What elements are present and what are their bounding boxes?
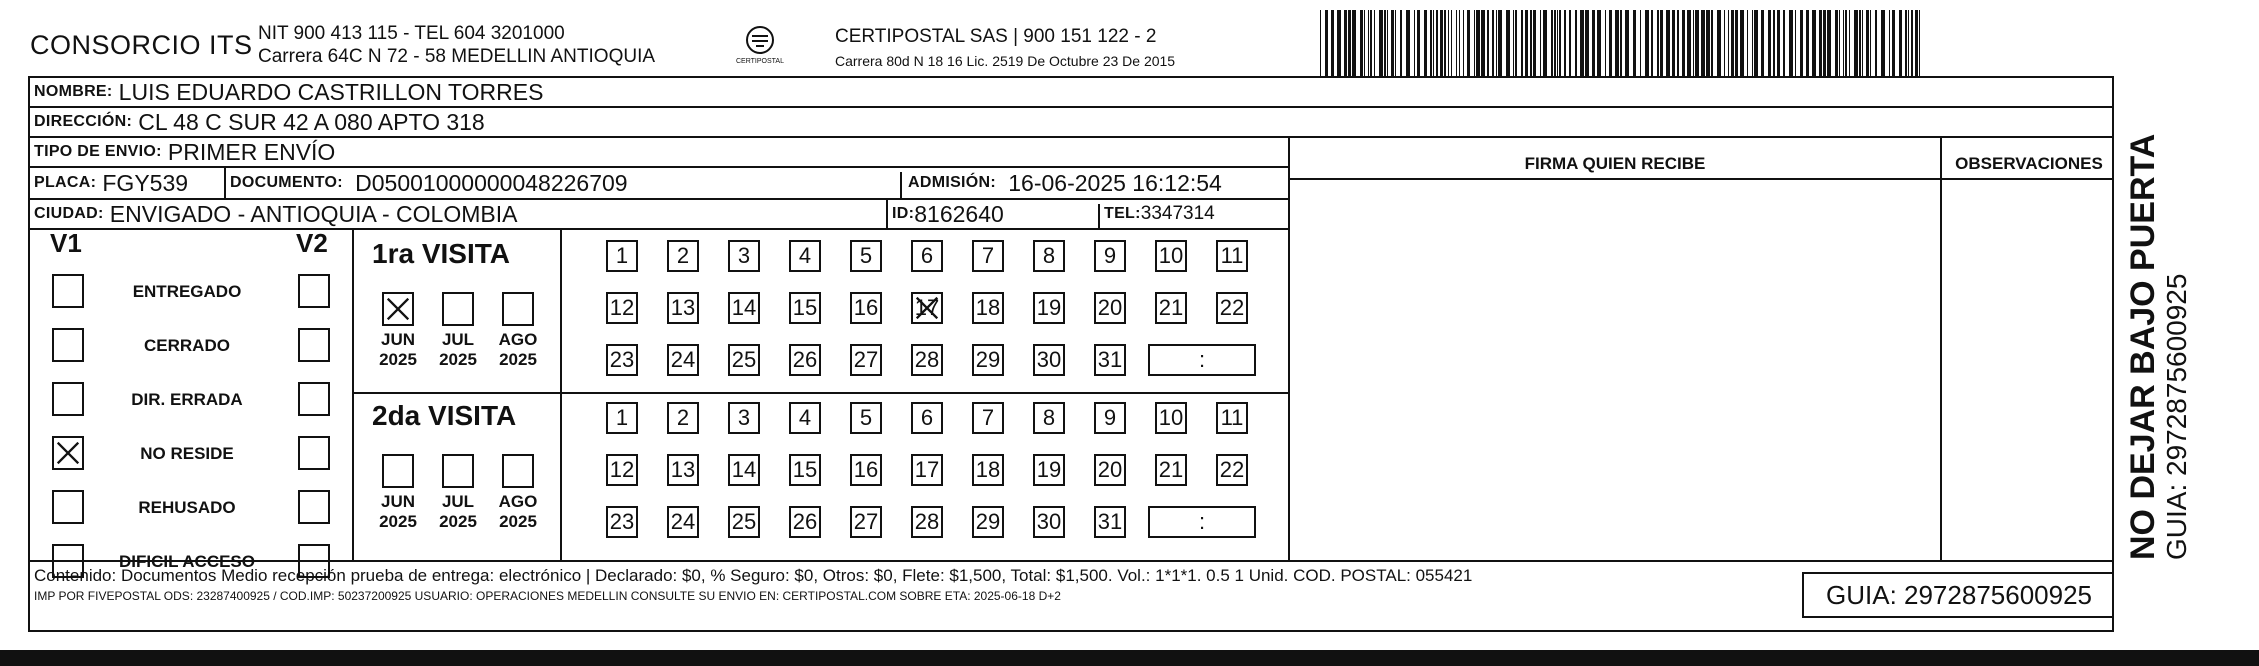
month-checkbox[interactable] (502, 292, 534, 326)
nombre-row (30, 78, 2114, 108)
day-box[interactable]: 2 (667, 240, 699, 272)
day-box[interactable]: 3 (728, 402, 760, 434)
admision-value: 16-06-2025 16:12:54 (1008, 169, 1222, 196)
tipo-row (30, 138, 1290, 168)
status-label: DIR. ERRADA (131, 390, 243, 409)
company-info (258, 22, 655, 68)
status-v2-checkbox[interactable] (298, 328, 330, 362)
day-box[interactable]: 19 (1033, 292, 1065, 324)
day-box[interactable]: 23 (606, 506, 638, 538)
status-v1-checkbox[interactable] (52, 382, 84, 416)
status-v1-checkbox[interactable] (52, 436, 84, 470)
day-box[interactable]: 15 (789, 292, 821, 324)
day-box[interactable]: 25 (728, 506, 760, 538)
direccion-label: DIRECCIÓN: (34, 113, 133, 130)
day-box[interactable]: 20 (1094, 454, 1126, 486)
day-box[interactable]: 21 (1155, 454, 1187, 486)
certipostal-nit: CERTIPOSTAL SAS | 900 151 122 - 2 (835, 26, 1157, 47)
month-label: JUN 2025 (379, 330, 417, 369)
day-box[interactable]: 23 (606, 344, 638, 376)
nombre-label: NOMBRE: (34, 83, 113, 100)
day-box[interactable]: 13 (667, 292, 699, 324)
month-checkbox[interactable] (442, 292, 474, 326)
day-box[interactable]: 31 (1094, 344, 1126, 376)
day-box[interactable]: 6 (911, 402, 943, 434)
nombre-value: LUIS EDUARDO CASTRILLON TORRES (118, 78, 544, 105)
ciudad-row (30, 200, 1290, 230)
day-box[interactable]: 12 (606, 454, 638, 486)
day-box[interactable]: 10 (1155, 402, 1187, 434)
day-box[interactable]: 21 (1155, 292, 1187, 324)
visit-title: 1ra VISITA (372, 238, 510, 269)
status-label: DIFICIL ACCESO (118, 552, 255, 571)
day-box[interactable]: 3 (728, 240, 760, 272)
month-label: AGO 2025 (498, 492, 538, 531)
day-box[interactable]: 1 (606, 402, 638, 434)
day-box[interactable]: 29 (972, 506, 1004, 538)
direccion-value: CL 48 C SUR 42 A 080 APTO 318 (138, 108, 485, 135)
status-v1-checkbox[interactable] (52, 274, 84, 308)
ciudad-label: CIUDAD: (34, 205, 104, 222)
address-line: Carrera 64C N 72 - 58 MEDELLIN ANTIOQUIA (258, 46, 656, 67)
day-box[interactable]: 27 (850, 344, 882, 376)
status-v2-checkbox[interactable] (298, 436, 330, 470)
status-v1-checkbox[interactable] (52, 490, 84, 524)
day-box[interactable]: 8 (1033, 240, 1065, 272)
day-box[interactable]: 1 (606, 240, 638, 272)
month-checkbox[interactable] (382, 292, 414, 326)
observaciones-header: OBSERVACIONES (1955, 154, 2103, 173)
ciudad-value: ENVIGADO - ANTIOQUIA - COLOMBIA (109, 200, 518, 227)
footer-text (34, 566, 1814, 603)
footer-imp-line: IMP POR FIVEPOSTAL ODS: 23287400925 / COD.IMP: 50237200925 USUARIO: OPERACIONES MEDELLIN CONSULTE SU ENVIO EN: CERTIPOSTAL.COM SOBRE ETA: 2025-06-18 D+2 (34, 589, 1061, 603)
footer-content-line: Contenido: Documentos Medio recepción prueba de entrega: electrónico | Declarado: $0, % Seguro: $0, Otros: $0, Flete: $1,500, Total: $1,500. Vol.: 1*1*1. 0.5 1 Unid. COD. POSTAL: 055421 (34, 566, 1473, 585)
v2-header: V2 (296, 228, 328, 258)
day-box[interactable]: 22 (1216, 292, 1248, 324)
id-value: 8162640 (914, 200, 1004, 227)
day-box[interactable]: 25 (728, 344, 760, 376)
day-box[interactable]: 5 (850, 240, 882, 272)
day-box[interactable]: 18 (972, 454, 1004, 486)
tipo-label: TIPO DE ENVIO: (34, 143, 162, 160)
day-box[interactable]: 10 (1155, 240, 1187, 272)
month-label: JUL 2025 (439, 492, 477, 531)
placa-value: FGY539 (102, 169, 189, 196)
firma-header: FIRMA QUIEN RECIBE (1524, 154, 1706, 173)
day-box[interactable]: 27 (850, 506, 882, 538)
side-guia: GUIA: 2972875600925 (2161, 273, 2192, 560)
month-checkbox[interactable] (382, 454, 414, 488)
placa-label: PLACA: (34, 174, 97, 191)
tel-value: 3347314 (1140, 203, 1215, 224)
certipostal-info (835, 24, 1175, 74)
admision-label: ADMISIÓN: (908, 174, 997, 191)
day-box[interactable]: 15 (789, 454, 821, 486)
shipping-label-frame (28, 76, 2114, 632)
status-label: REHUSADO (138, 498, 236, 517)
day-box[interactable]: 29 (972, 344, 1004, 376)
header (0, 0, 2259, 88)
status-label: NO RESIDE (140, 444, 234, 463)
day-box[interactable]: 4 (789, 240, 821, 272)
status-label: ENTREGADO (132, 282, 242, 301)
documento-label: DOCUMENTO: (230, 174, 343, 191)
day-box[interactable]: 26 (789, 344, 821, 376)
status-v2-checkbox[interactable] (298, 274, 330, 308)
day-box[interactable]: 7 (972, 402, 1004, 434)
status-v1-checkbox[interactable] (52, 328, 84, 362)
day-box[interactable]: 26 (789, 506, 821, 538)
day-box[interactable]: 18 (972, 292, 1004, 324)
v1-header: V1 (50, 228, 82, 258)
status-v2-checkbox[interactable] (298, 490, 330, 524)
day-box[interactable]: 16 (850, 454, 882, 486)
tel-label: TEL: (1104, 205, 1141, 222)
barcode (1320, 10, 1920, 76)
day-box[interactable]: 4 (789, 402, 821, 434)
status-v2-checkbox[interactable] (298, 382, 330, 416)
day-box[interactable]: 12 (606, 292, 638, 324)
day-box[interactable]: 24 (667, 506, 699, 538)
day-box[interactable]: 9 (1094, 402, 1126, 434)
month-checkbox[interactable] (502, 454, 534, 488)
day-box[interactable]: 5 (850, 402, 882, 434)
side-warning: NO DEJAR BAJO PUERTA (2124, 133, 2162, 560)
day-box[interactable]: 19 (1033, 454, 1065, 486)
id-label: ID: (892, 205, 915, 222)
status-label: CERRADO (144, 336, 230, 355)
day-box[interactable]: 17 (911, 292, 943, 324)
day-box[interactable]: 20 (1094, 292, 1126, 324)
day-box[interactable]: 11 (1216, 402, 1248, 434)
brand-name: CONSORCIO ITS (30, 30, 253, 60)
day-box[interactable]: 30 (1033, 506, 1065, 538)
day-box[interactable]: 2 (667, 402, 699, 434)
day-box[interactable]: 31 (1094, 506, 1126, 538)
day-box[interactable]: 28 (911, 344, 943, 376)
day-box[interactable]: 6 (911, 240, 943, 272)
bottom-strip (0, 650, 2259, 666)
placa-row (30, 168, 1290, 200)
nit-line: NIT 900 413 115 - TEL 604 3201000 (258, 23, 565, 44)
day-box[interactable]: 17 (911, 454, 943, 486)
documento-value: D05001000000048226709 (355, 169, 628, 196)
day-box[interactable]: 16 (850, 292, 882, 324)
day-box[interactable]: 24 (667, 344, 699, 376)
tipo-value: PRIMER ENVÍO (167, 138, 336, 165)
visit-title: 2da VISITA (372, 400, 517, 431)
certipostal-logo (730, 22, 790, 72)
day-box[interactable]: 30 (1033, 344, 1065, 376)
day-box[interactable]: 7 (972, 240, 1004, 272)
day-box[interactable]: 8 (1033, 402, 1065, 434)
day-box[interactable]: 22 (1216, 454, 1248, 486)
time-box[interactable]: : (1148, 506, 1256, 538)
day-box[interactable]: 11 (1216, 240, 1248, 272)
day-box[interactable]: 14 (728, 454, 760, 486)
day-box[interactable]: 13 (667, 454, 699, 486)
month-checkbox[interactable] (442, 454, 474, 488)
footer-guia: GUIA: 2972875600925 (1802, 572, 2114, 618)
logo-caption: CERTIPOSTAL (736, 58, 784, 65)
day-box[interactable]: 9 (1094, 240, 1126, 272)
month-label: AGO 2025 (498, 330, 538, 369)
month-label: JUL 2025 (439, 330, 477, 369)
direccion-row (30, 108, 2114, 138)
day-box[interactable]: 14 (728, 292, 760, 324)
month-label: JUN 2025 (379, 492, 417, 531)
time-box[interactable]: : (1148, 344, 1256, 376)
certipostal-address: Carrera 80d N 18 16 Lic. 2519 De Octubre 23 De 2015 (835, 53, 1176, 69)
day-box[interactable]: 28 (911, 506, 943, 538)
side-notice (2118, 90, 2258, 560)
